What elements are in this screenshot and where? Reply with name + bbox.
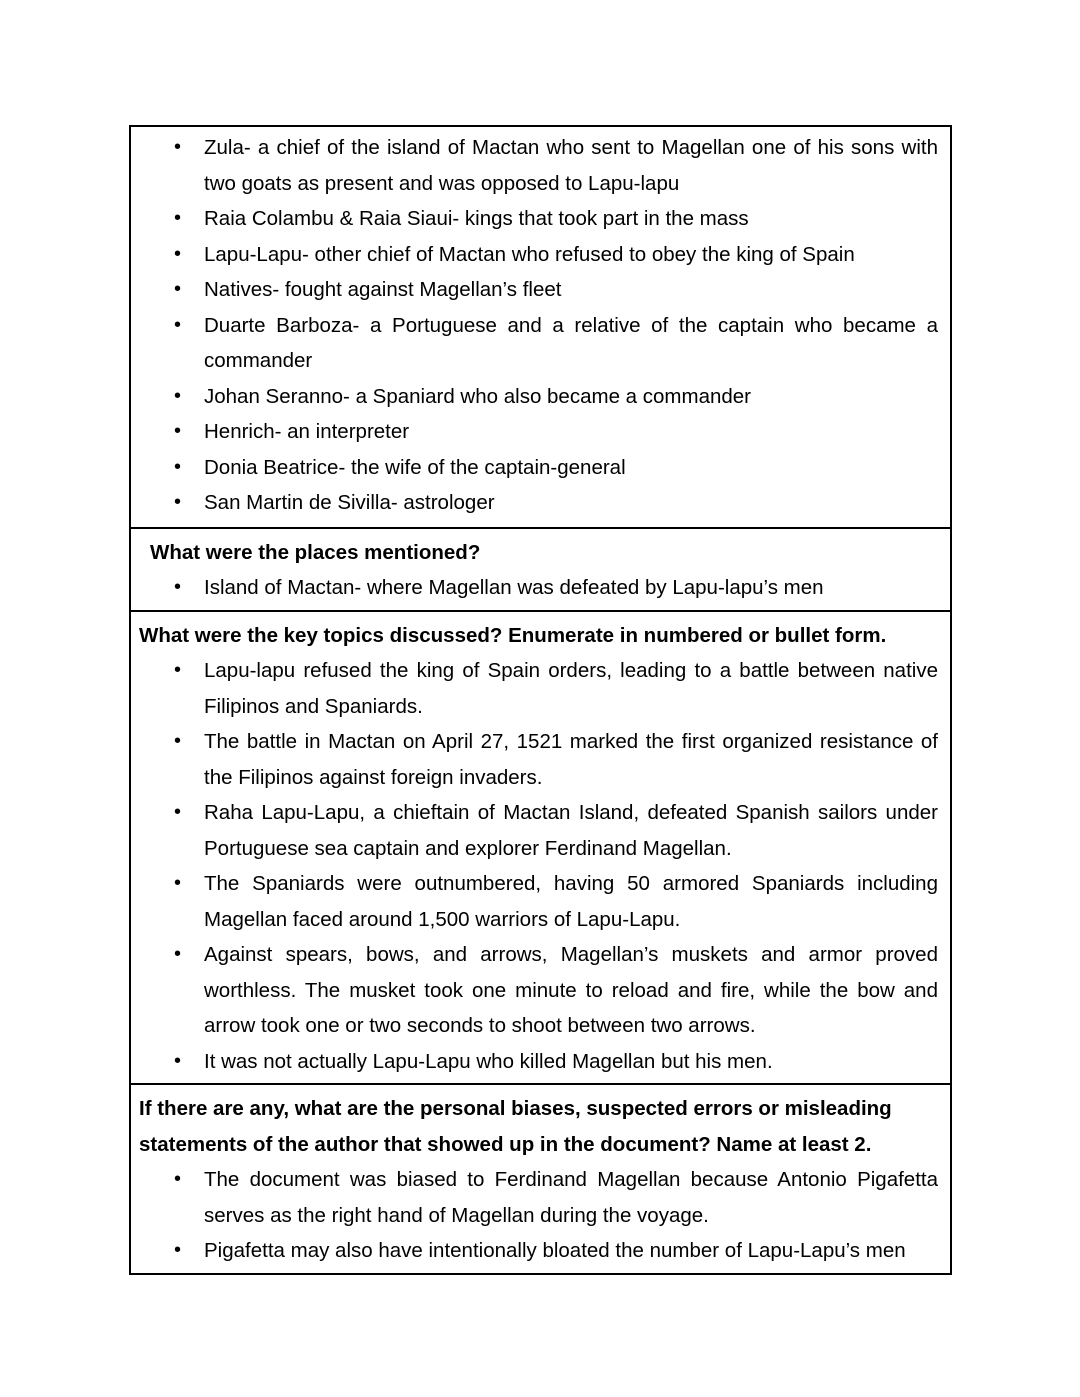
list-item: • Raia Colambu & Raia Siaui- kings that took part in the mass: [139, 201, 940, 237]
table-row-key-topics: [131, 612, 950, 1086]
list-item: • Raha Lapu-Lapu, a chieftain of Mactan Island, defeated Spanish sailors under Portuguese sea captain and explorer Ferdinand Magellan.: [139, 795, 940, 866]
list-item: • Duarte Barboza- a Portuguese and a relative of the captain who became a commander: [139, 308, 940, 379]
list-item: • Natives- fought against Magellan’s fleet: [139, 272, 940, 308]
list-item: • Johan Seranno- a Spaniard who also became a commander: [139, 379, 940, 415]
table-row-people-mentioned: [131, 127, 950, 529]
list-item: • The document was biased to Ferdinand Magellan because Antonio Pigafetta serves as the right hand of Magellan during the voyage.: [139, 1162, 940, 1233]
personal-biases-cell: [131, 1085, 950, 1273]
key-topics-list: [139, 653, 940, 1079]
personal-biases-list: [139, 1162, 940, 1269]
people-mentioned-list: [139, 130, 940, 521]
list-item: • Against spears, bows, and arrows, Magellan’s muskets and armor proved worthless. The musket took one minute to reload and fire, while the bow and arrow took one or two seconds to shoot between two arrows.: [139, 937, 940, 1044]
table-row-places-mentioned: [131, 529, 950, 612]
list-item: • Donia Beatrice- the wife of the captain-general: [139, 450, 940, 486]
key-topics-cell: [131, 612, 950, 1084]
people-mentioned-cell: [131, 127, 950, 527]
question-header-key-topics: What were the key topics discussed? Enumerate in numbered or bullet form.: [139, 623, 887, 647]
list-item: • San Martin de Sivilla- astrologer: [139, 485, 940, 521]
list-item: • Henrich- an interpreter: [139, 414, 940, 450]
question-header-personal-biases: If there are any, what are the personal biases, suspected errors or misleading statements of the author that showed up in the document? Name at least 2.: [139, 1097, 898, 1156]
list-item: • Pigafetta may also have intentionally bloated the number of Lapu-Lapu’s men: [139, 1233, 940, 1269]
worksheet-table: [129, 125, 952, 1275]
list-item: • Lapu-lapu refused the king of Spain orders, leading to a battle between native Filipinos and Spaniards.: [139, 653, 940, 724]
list-item: • Lapu-Lapu- other chief of Mactan who refused to obey the king of Spain: [139, 237, 940, 273]
table-row-personal-biases: [131, 1085, 950, 1273]
list-item: • The Spaniards were outnumbered, having 50 armored Spaniards including Magellan faced around 1,500 warriors of Lapu-Lapu.: [139, 866, 940, 937]
question-header-places: What were the places mentioned?: [150, 540, 481, 564]
list-item: • Island of Mactan- where Magellan was defeated by Lapu-lapu’s men: [139, 570, 940, 606]
list-item: • Zula- a chief of the island of Mactan who sent to Magellan one of his sons with two goats as present and was opposed to Lapu-lapu: [139, 130, 940, 201]
list-item: • The battle in Mactan on April 27, 1521 marked the first organized resistance of the Filipinos against foreign invaders.: [139, 724, 940, 795]
list-item: • It was not actually Lapu-Lapu who killed Magellan but his men.: [139, 1044, 940, 1080]
places-mentioned-cell: [131, 529, 950, 610]
places-mentioned-list: [139, 570, 940, 606]
